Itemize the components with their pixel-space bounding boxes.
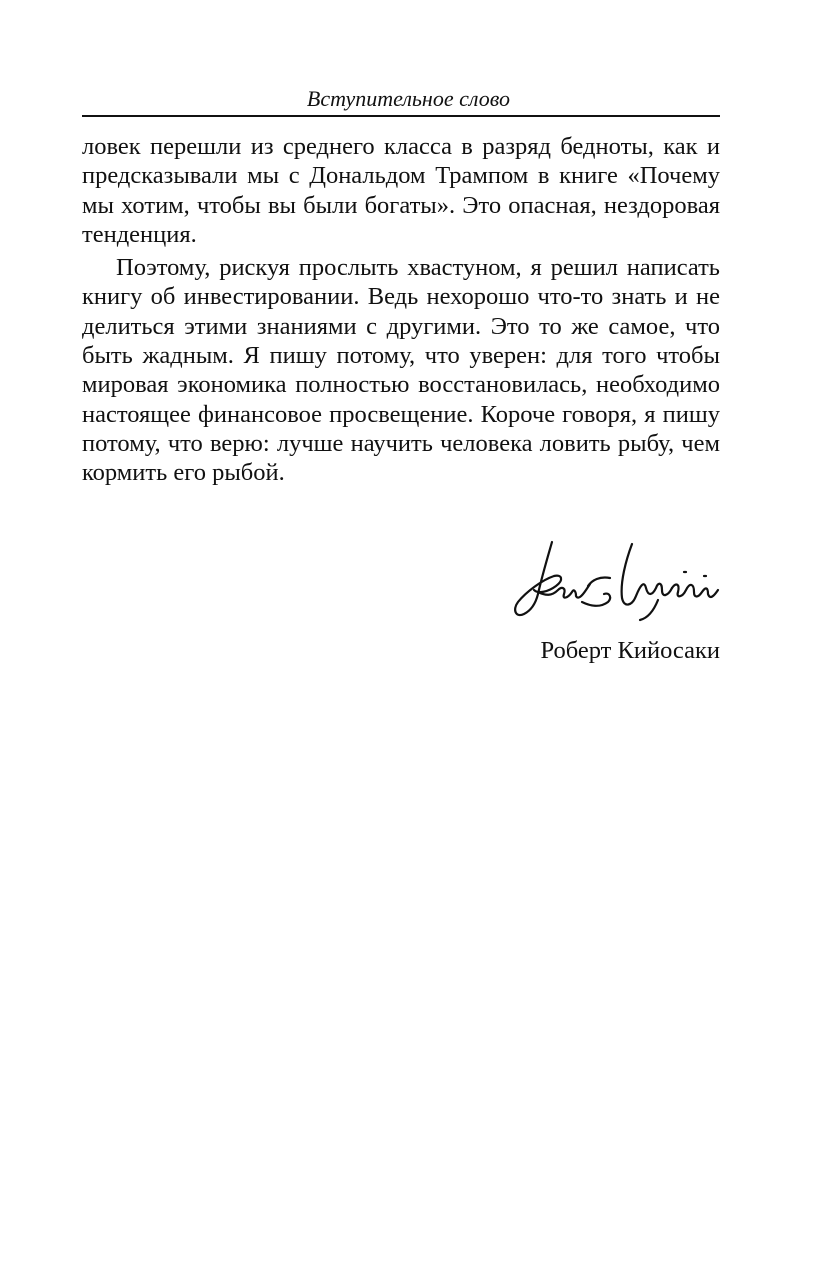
paragraph-2: Поэтому, рискуя прослыть хвастуном, я решил написать книгу об инвестировании. Ведь нехорошо что-то знать и не делиться этими знаниями с другими. Это то же самое, что быть жадным. Я пишу потому, что уверен: для того чтобы мировая экономика полностью восстановилась, необходимо настоящее финансовое просвещение. Короче говоря, я пишу потому, что верю: лучше научить человека ловить рыбу, чем кормить его рыбой. <box>82 254 720 487</box>
header-rule <box>82 115 720 117</box>
running-header-title: Вступительное слово <box>306 86 510 111</box>
body-text <box>82 132 720 488</box>
handwritten-signature <box>508 536 724 624</box>
author-name: Роберт Кийосаки <box>540 637 720 664</box>
paragraph-1: ловек перешли из среднего класса в разряд бедноты, как и предсказывали мы с Дональдом Трампом в книге «Почему мы хотим, чтобы вы были богаты». Это опасная, нездоровая тенденция. <box>82 133 720 248</box>
